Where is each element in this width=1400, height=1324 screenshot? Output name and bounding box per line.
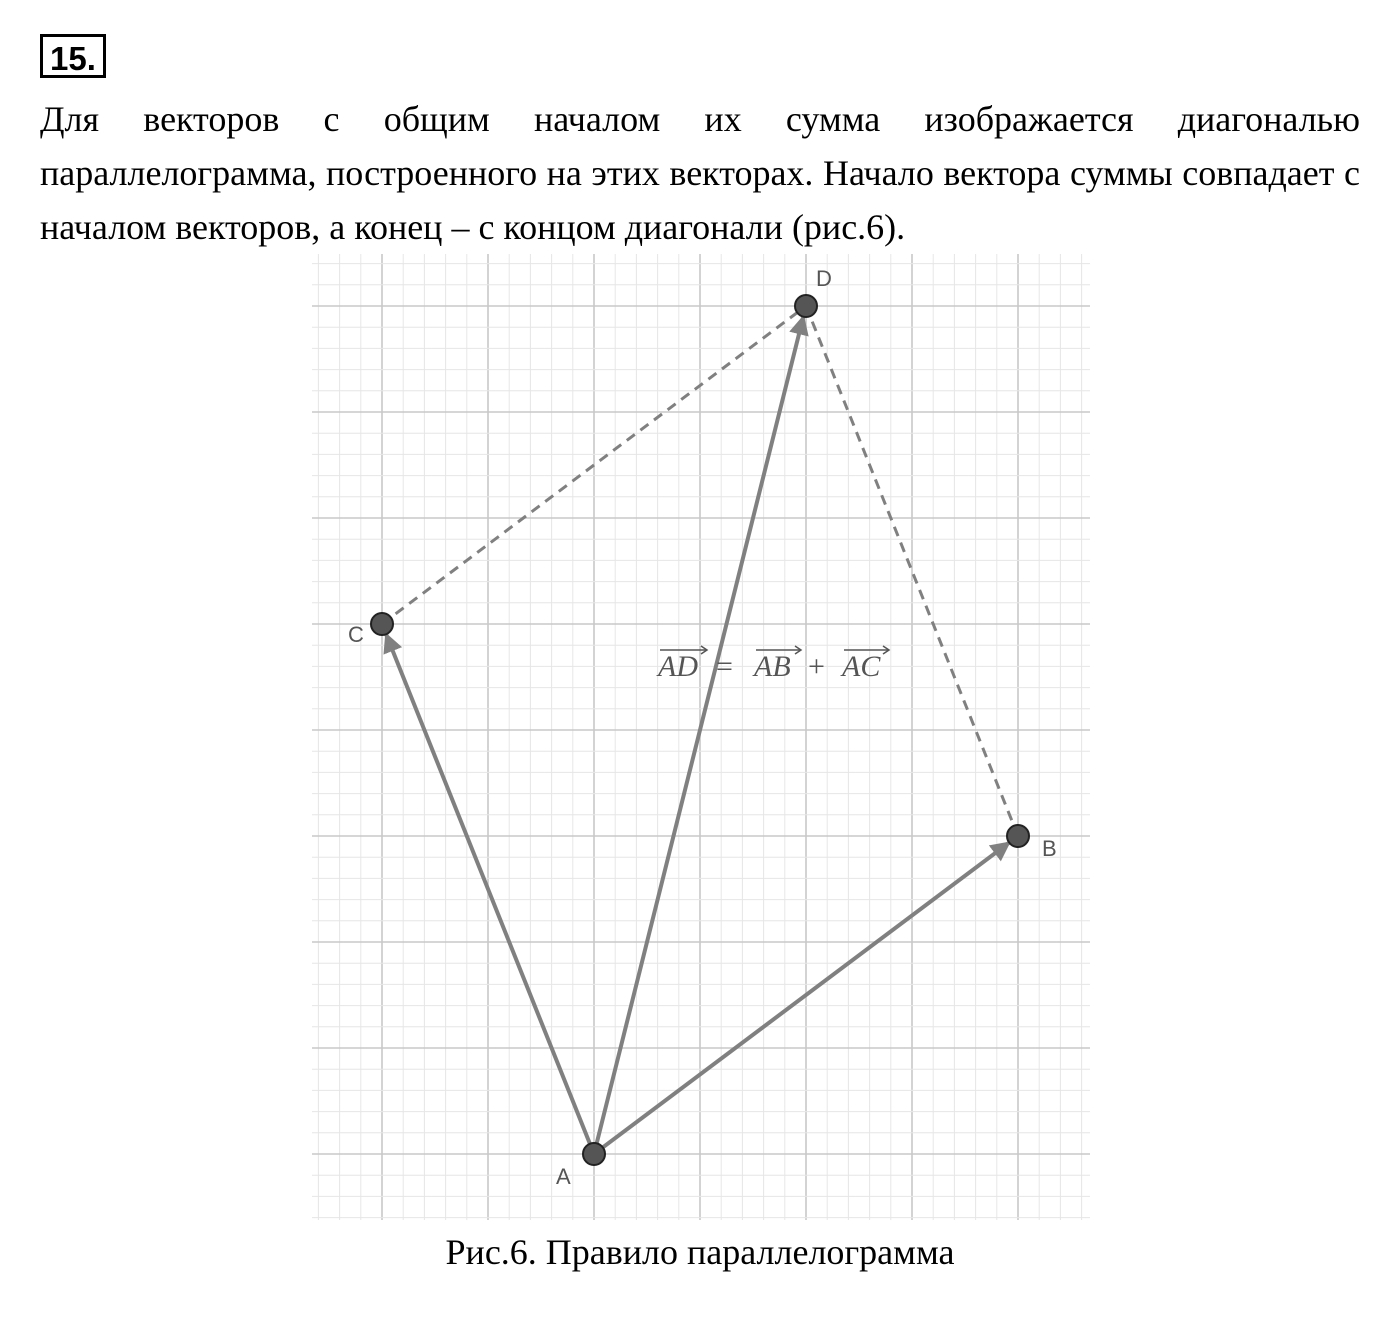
vector-sum-formula bbox=[656, 646, 889, 683]
vector-ad bbox=[594, 317, 803, 1154]
formula-plus: + bbox=[808, 650, 825, 683]
formula-ab: AB bbox=[754, 650, 791, 683]
point-b bbox=[1007, 825, 1029, 847]
problem-number: 15. bbox=[40, 34, 106, 78]
formula-ac: AC bbox=[842, 650, 881, 683]
point-c bbox=[371, 613, 393, 635]
vectors bbox=[386, 317, 1009, 1154]
point-label-c: C bbox=[348, 622, 364, 647]
point-label-d: D bbox=[816, 266, 832, 291]
vector-ab bbox=[594, 843, 1009, 1154]
point-label-b: B bbox=[1042, 836, 1057, 861]
formula-equals: = bbox=[716, 650, 733, 683]
parallelogram-figure bbox=[300, 250, 1100, 1230]
point-label-a: A bbox=[556, 1164, 571, 1189]
vector-ac bbox=[386, 634, 594, 1154]
problem-text: Для векторов с общим началом их сумма изображается диагональю параллелограмма, построенного на этих векторах. Начало вектора суммы совпадает с началом векторов, а конец – с концом диагонали (рис.6). bbox=[40, 99, 1360, 247]
point-d bbox=[795, 295, 817, 317]
formula-ad: AD bbox=[658, 650, 698, 683]
figure-caption: Рис.6. Правило параллелограмма bbox=[445, 1232, 955, 1272]
point-a bbox=[583, 1143, 605, 1165]
